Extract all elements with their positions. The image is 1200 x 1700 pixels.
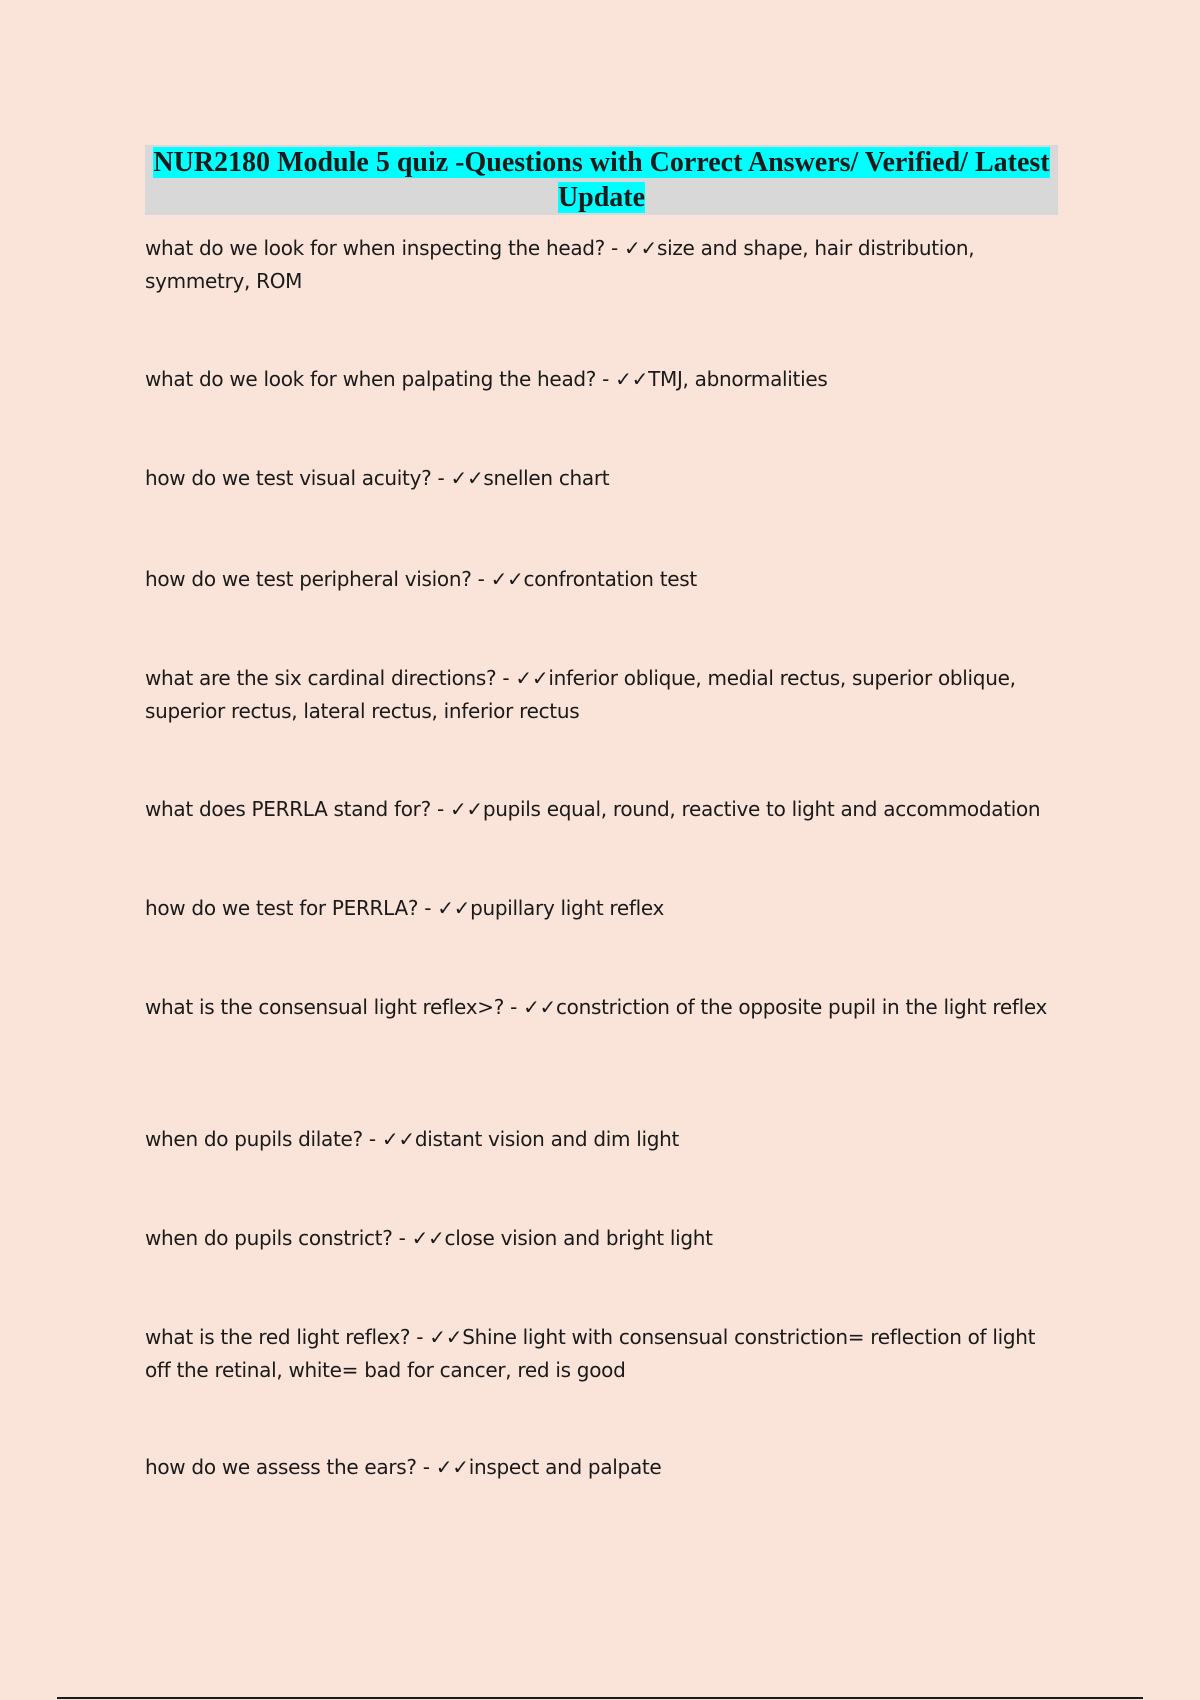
double-check-icon: ✓✓ xyxy=(515,666,549,690)
qa-item xyxy=(145,462,1060,495)
qa-question: when do pupils dilate? xyxy=(145,1127,363,1151)
qa-item xyxy=(145,892,1060,925)
qa-answer: inferior oblique, medial rectus, superior oblique, superior rectus, lateral rectus, inferior rectus xyxy=(145,666,1016,723)
qa-answer: pupils equal, round, reactive to light and accommodation xyxy=(482,797,1041,821)
qa-answer: size and shape, hair distribution, symmetry, ROM xyxy=(145,236,975,293)
qa-separator: - xyxy=(416,1455,436,1479)
qa-answer: distant vision and dim light xyxy=(414,1127,680,1151)
double-check-icon: ✓✓ xyxy=(381,1127,415,1151)
qa-item xyxy=(145,1222,1060,1255)
qa-answer: TMJ, abnormalities xyxy=(648,367,828,391)
qa-separator: - xyxy=(431,466,451,490)
double-check-icon: ✓✓ xyxy=(411,1226,445,1250)
qa-separator: - xyxy=(471,567,491,591)
qa-answer: Shine light with consensual constriction= reflection of light off the retinal, white= bad for cancer, red is good xyxy=(145,1325,1036,1382)
qa-separator: - xyxy=(430,797,450,821)
qa-item xyxy=(145,662,1060,728)
double-check-icon: ✓✓ xyxy=(450,466,484,490)
double-check-icon: ✓✓ xyxy=(624,236,657,260)
qa-question: what does PERRLA stand for? xyxy=(145,797,431,821)
double-check-icon: ✓✓ xyxy=(615,367,649,391)
qa-answer: constriction of the opposite pupil in the light reflex xyxy=(555,995,1048,1019)
qa-answer: confrontation test xyxy=(523,567,697,591)
double-check-icon: ✓✓ xyxy=(437,896,471,920)
qa-question: when do pupils constrict? xyxy=(145,1226,393,1250)
qa-item xyxy=(145,363,1060,396)
qa-question: how do we test visual acuity? xyxy=(145,466,432,490)
qa-question: how do we test for PERRLA? xyxy=(145,896,419,920)
qa-question: what do we look for when inspecting the head? xyxy=(145,236,605,260)
qa-question: how do we assess the ears? xyxy=(145,1455,417,1479)
qa-item xyxy=(145,991,1060,1024)
qa-separator: - xyxy=(362,1127,382,1151)
qa-item xyxy=(145,793,1060,826)
footer-divider xyxy=(57,1697,1143,1699)
qa-question: what are the six cardinal directions? xyxy=(145,666,497,690)
qa-item xyxy=(145,563,1060,596)
qa-question: how do we test peripheral vision? xyxy=(145,567,472,591)
qa-item xyxy=(145,1321,1060,1387)
qa-item xyxy=(145,1451,1060,1484)
qa-separator: - xyxy=(392,1226,412,1250)
qa-answer: pupillary light reflex xyxy=(470,896,665,920)
qa-answer: close vision and bright light xyxy=(444,1226,713,1250)
qa-question: what is the consensual light reflex>? xyxy=(145,995,505,1019)
qa-item xyxy=(145,232,1060,298)
double-check-icon: ✓✓ xyxy=(449,797,483,821)
double-check-icon: ✓✓ xyxy=(490,567,524,591)
double-check-icon: ✓✓ xyxy=(435,1455,469,1479)
document-title-block xyxy=(145,145,1058,215)
qa-separator: - xyxy=(605,236,625,260)
double-check-icon: ✓✓ xyxy=(429,1325,463,1349)
qa-separator: - xyxy=(418,896,438,920)
qa-item xyxy=(145,1123,1060,1156)
document-title: NUR2180 Module 5 quiz -Questions with Correct Answers/ Verified/ Latest Update xyxy=(153,147,1050,213)
qa-separator: - xyxy=(496,666,516,690)
qa-answer: inspect and palpate xyxy=(468,1455,662,1479)
double-check-icon: ✓✓ xyxy=(523,995,556,1019)
qa-separator: - xyxy=(596,367,616,391)
qa-question: what is the red light reflex? xyxy=(145,1325,411,1349)
qa-separator: - xyxy=(504,995,524,1019)
qa-separator: - xyxy=(410,1325,430,1349)
qa-question: what do we look for when palpating the head? xyxy=(145,367,597,391)
qa-answer: snellen chart xyxy=(483,466,610,490)
